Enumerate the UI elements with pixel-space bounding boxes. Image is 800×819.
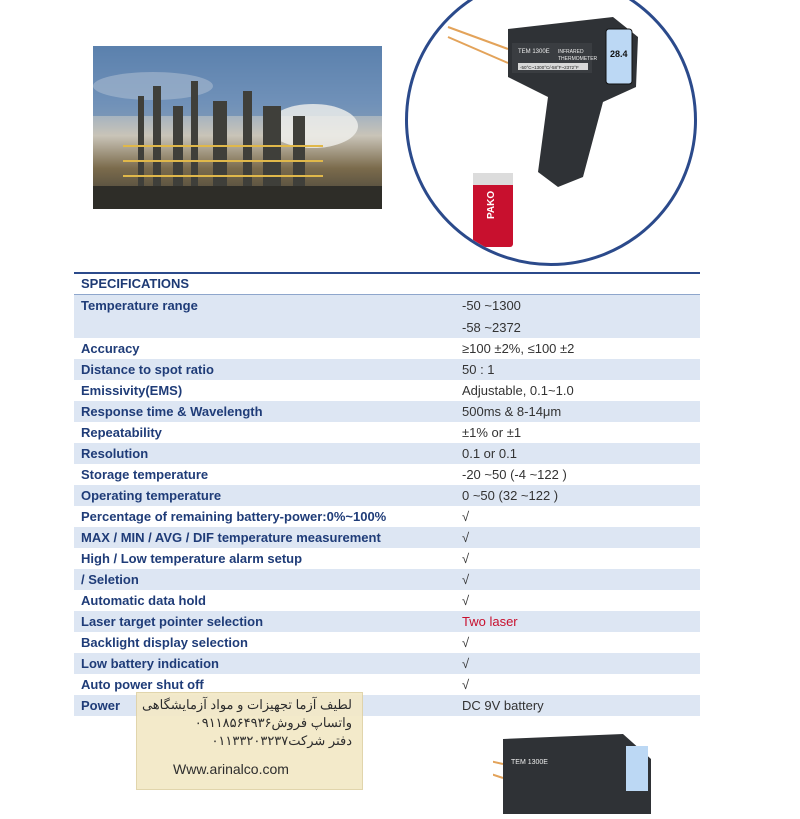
spec-row bbox=[74, 443, 700, 464]
spec-value: ≥100 ±2%, ≤100 ±2 bbox=[462, 341, 575, 356]
spec-label: Percentage of remaining battery-power:0%~100% bbox=[81, 509, 387, 524]
spec-row bbox=[74, 485, 700, 506]
spec-value: 50 : 1 bbox=[462, 362, 495, 377]
battery-brand: PAKO bbox=[486, 190, 497, 219]
spec-label: Resolution bbox=[81, 446, 149, 461]
svg-text:TEM 1300E: TEM 1300E bbox=[511, 759, 548, 766]
spec-label: Backlight display selection bbox=[81, 635, 248, 650]
spec-value: √ bbox=[462, 509, 470, 524]
spec-value: √ bbox=[462, 677, 470, 692]
contact-overlay bbox=[136, 692, 363, 790]
spec-value: -50 ~1300 bbox=[462, 298, 521, 313]
spec-row bbox=[74, 295, 700, 317]
spec-row bbox=[74, 338, 700, 359]
thermometer-product-circle bbox=[405, 0, 697, 266]
spec-label: Low battery indication bbox=[81, 656, 219, 671]
spec-value: √ bbox=[462, 593, 470, 608]
name-line1: INFRARED bbox=[558, 49, 584, 55]
overlay-company: لطیف آزما تجهیزات و مواد آزمایشگاهی bbox=[141, 697, 352, 712]
spec-label bbox=[74, 317, 449, 338]
spec-label: Emissivity(EMS) bbox=[81, 383, 183, 398]
spec-value: √ bbox=[462, 656, 470, 671]
spec-row bbox=[74, 569, 700, 590]
spec-row bbox=[74, 317, 700, 338]
spec-row bbox=[74, 590, 700, 611]
spec-row bbox=[74, 653, 700, 674]
spec-row bbox=[74, 548, 700, 569]
spec-label: Response time & Wavelength bbox=[81, 404, 263, 419]
overlay-whatsapp: واتساپ فروش۰۹۱۱۸۵۶۴۹۳۶ bbox=[194, 715, 352, 730]
spec-value: -58 ~2372 bbox=[462, 320, 521, 335]
spec-label: Storage temperature bbox=[81, 467, 209, 482]
spec-label: Temperature range bbox=[81, 298, 198, 313]
spec-row bbox=[74, 464, 700, 485]
bottom-thermometer-image bbox=[493, 734, 653, 814]
spec-value: √ bbox=[462, 635, 470, 650]
spec-value: DC 9V battery bbox=[462, 698, 544, 713]
spec-value: 500ms & 8-14μm bbox=[462, 404, 562, 419]
spec-row bbox=[74, 527, 700, 548]
spec-value: 0.1 or 0.1 bbox=[462, 446, 517, 461]
spec-label: Auto power shut off bbox=[81, 677, 204, 692]
spec-value: Two laser bbox=[462, 614, 518, 629]
model-text: TEM 1300E bbox=[518, 49, 550, 55]
spec-value: ±1% or ±1 bbox=[462, 425, 522, 440]
spec-label: Laser target pointer selection bbox=[81, 614, 264, 629]
spec-label: Automatic data hold bbox=[81, 593, 206, 608]
spec-label: Accuracy bbox=[81, 341, 140, 356]
spec-row bbox=[74, 506, 700, 527]
name-line2: THERMOMETER bbox=[558, 56, 598, 62]
specifications-heading: SPECIFICATIONS bbox=[74, 272, 700, 295]
spec-row bbox=[74, 380, 700, 401]
spec-label: Distance to spot ratio bbox=[81, 362, 214, 377]
spec-row bbox=[74, 359, 700, 380]
spec-value: -20 ~50 (-4 ~122 ) bbox=[462, 467, 567, 482]
spec-label: Operating temperature bbox=[81, 488, 222, 503]
spec-row bbox=[74, 422, 700, 443]
industrial-plant-photo bbox=[93, 46, 382, 209]
overlay-url[interactable]: Www.arinalco.com bbox=[173, 761, 289, 777]
overlay-office: دفتر شرکت۰۱۱۳۳۲۰۳۲۳۷ bbox=[211, 733, 352, 748]
spec-value: 0 ~50 (32 ~122 ) bbox=[462, 488, 559, 503]
spec-label: / Seletion bbox=[81, 572, 139, 587]
spec-row bbox=[74, 632, 700, 653]
spec-value: Adjustable, 0.1~1.0 bbox=[462, 383, 574, 398]
display-value: 28.4 bbox=[610, 49, 628, 59]
spec-row bbox=[74, 401, 700, 422]
spec-value: √ bbox=[462, 551, 470, 566]
spec-value: √ bbox=[462, 572, 470, 587]
spec-label: High / Low temperature alarm setup bbox=[81, 551, 303, 566]
spec-label: MAX / MIN / AVG / DIF temperature measurement bbox=[81, 530, 381, 545]
spec-row bbox=[74, 611, 700, 632]
spec-value: √ bbox=[462, 530, 470, 545]
range-strip: -50°C~1300°C/-58°F~2372°F bbox=[520, 65, 579, 70]
spec-label: Repeatability bbox=[81, 425, 162, 440]
specifications-table bbox=[74, 272, 700, 716]
spec-label: Power bbox=[81, 698, 121, 713]
